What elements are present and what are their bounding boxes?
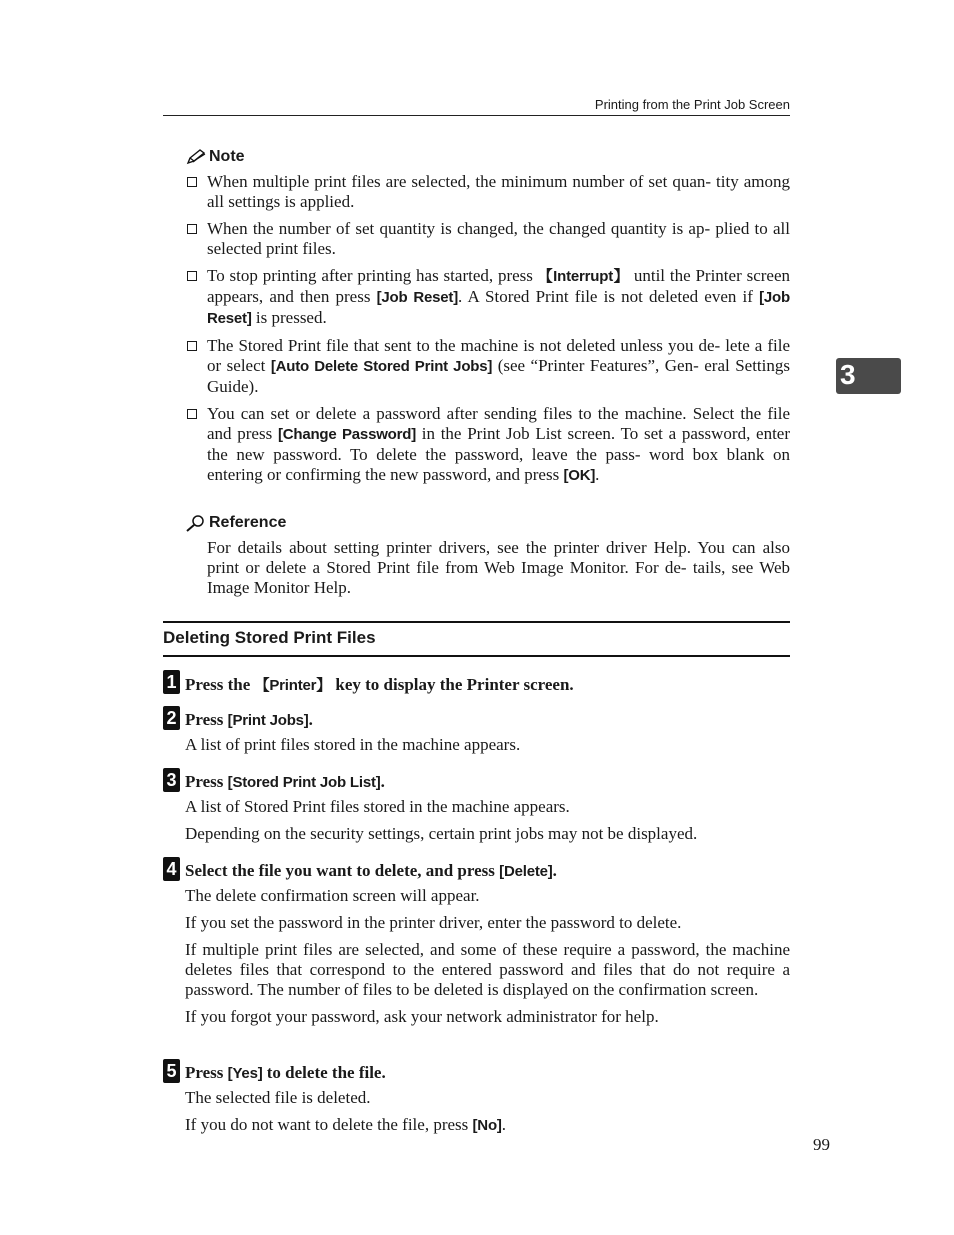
key-label: [No]	[472, 1117, 502, 1134]
step-number: 2	[163, 706, 180, 730]
checkbox-bullet-icon	[187, 271, 197, 281]
step-body	[185, 735, 790, 762]
key-label: 【Printer】	[254, 677, 332, 694]
key-label: [Job Reset]	[207, 289, 790, 327]
key-label: 【Interrupt】	[537, 268, 629, 285]
step-title: Select the file you want to delete, and press [Delete].	[185, 861, 557, 880]
chapter-number: 3	[840, 359, 856, 390]
key-label: [Stored Print Job List]	[227, 774, 381, 791]
step-paragraph: The selected file is deleted.	[185, 1088, 371, 1107]
step-paragraph: If you do not want to delete the file, press [No].	[185, 1115, 506, 1134]
reference-label: Reference	[209, 514, 287, 531]
section-divider-bottom	[163, 655, 790, 657]
key-label: [OK]	[563, 467, 596, 484]
step-paragraph: A list of print files stored in the machine appears.	[185, 735, 521, 754]
list-item: When multiple print files are selected, the minimum number of set quan- tity among all settings is applied.	[185, 172, 790, 212]
step-number: 3	[163, 768, 180, 792]
note-heading	[185, 148, 245, 166]
step-title: Press the 【Printer】 key to display the Printer screen.	[185, 675, 574, 694]
list-item: When the number of set quantity is changed, the changed quantity is ap- plied to all selected print files.	[185, 219, 790, 259]
list-item: You can set or delete a password after sending files to the machine. Select the file and press [Change Password] in the Print Job List screen. To set a password, enter the new password. To delete the password, leave the pass- word box blank on entering or confirming the new password, and press [OK].	[185, 404, 790, 486]
magnifier-icon	[185, 514, 207, 532]
page-number: 99	[813, 1135, 830, 1154]
list-item: The Stored Print file that sent to the machine is not deleted unless you de- lete a file or select [Auto Delete Stored Print Jobs] (see “Printer Features”, Gen- eral Settings Guide).	[185, 336, 790, 397]
step-title: Press [Print Jobs].	[185, 710, 313, 729]
step-paragraph: A list of Stored Print files stored in the machine appears.	[185, 797, 570, 816]
checkbox-bullet-icon	[187, 409, 197, 419]
step-number: 5	[163, 1059, 180, 1083]
running-title: Printing from the Print Job Screen	[594, 97, 790, 112]
step-title: Press [Yes] to delete the file.	[185, 1063, 386, 1082]
step-title: Press [Stored Print Job List].	[185, 772, 385, 791]
key-label: [Print Jobs]	[227, 712, 309, 729]
list-item: To stop printing after printing has started, press 【Interrupt】 until the Printer screen appears, and then press [Job Reset]. A Stored Print file is not deleted even if [Job Reset] is pressed.	[185, 266, 790, 329]
pencil-icon	[185, 148, 207, 166]
key-label: [Job Reset]	[376, 289, 459, 306]
running-header	[163, 95, 790, 116]
step-paragraph: If you forgot your password, ask your network administrator for help.	[185, 1007, 659, 1026]
section-title: Deleting Stored Print Files	[163, 628, 376, 647]
note-label: Note	[209, 148, 245, 165]
step-number: 4	[163, 857, 180, 881]
key-label: [Yes]	[227, 1065, 263, 1082]
section-divider-top	[163, 621, 790, 623]
step-paragraph: The delete confirmation screen will appear.	[185, 886, 480, 905]
step-paragraph: Depending on the security settings, certain print jobs may not be displayed.	[185, 824, 698, 843]
chapter-tab	[836, 358, 901, 394]
reference-text: For details about setting printer drivers, see the printer driver Help. You can also print or delete a Stored Print file from Web Image Monitor. For de- tails, see Web Image Monitor Help.	[207, 538, 790, 597]
step-body	[185, 797, 790, 851]
checkbox-bullet-icon	[187, 341, 197, 351]
reference-heading	[185, 514, 286, 532]
step-body	[185, 1088, 790, 1143]
step-number: 1	[163, 670, 180, 694]
key-label: [Change Password]	[277, 426, 417, 443]
key-label: [Auto Delete Stored Print Jobs]	[270, 358, 493, 375]
step-body	[185, 886, 790, 1034]
step-paragraph: If multiple print files are selected, and some of these require a password, the machine deletes files that correspond to the entered password and files that do not require a password. The number of files to be deleted is displayed on the confirmation screen.	[185, 940, 790, 999]
key-label: [Delete]	[499, 863, 553, 880]
checkbox-bullet-icon	[187, 224, 197, 234]
note-list	[185, 172, 790, 493]
checkbox-bullet-icon	[187, 177, 197, 187]
step-paragraph: If you set the password in the printer driver, enter the password to delete.	[185, 913, 682, 932]
